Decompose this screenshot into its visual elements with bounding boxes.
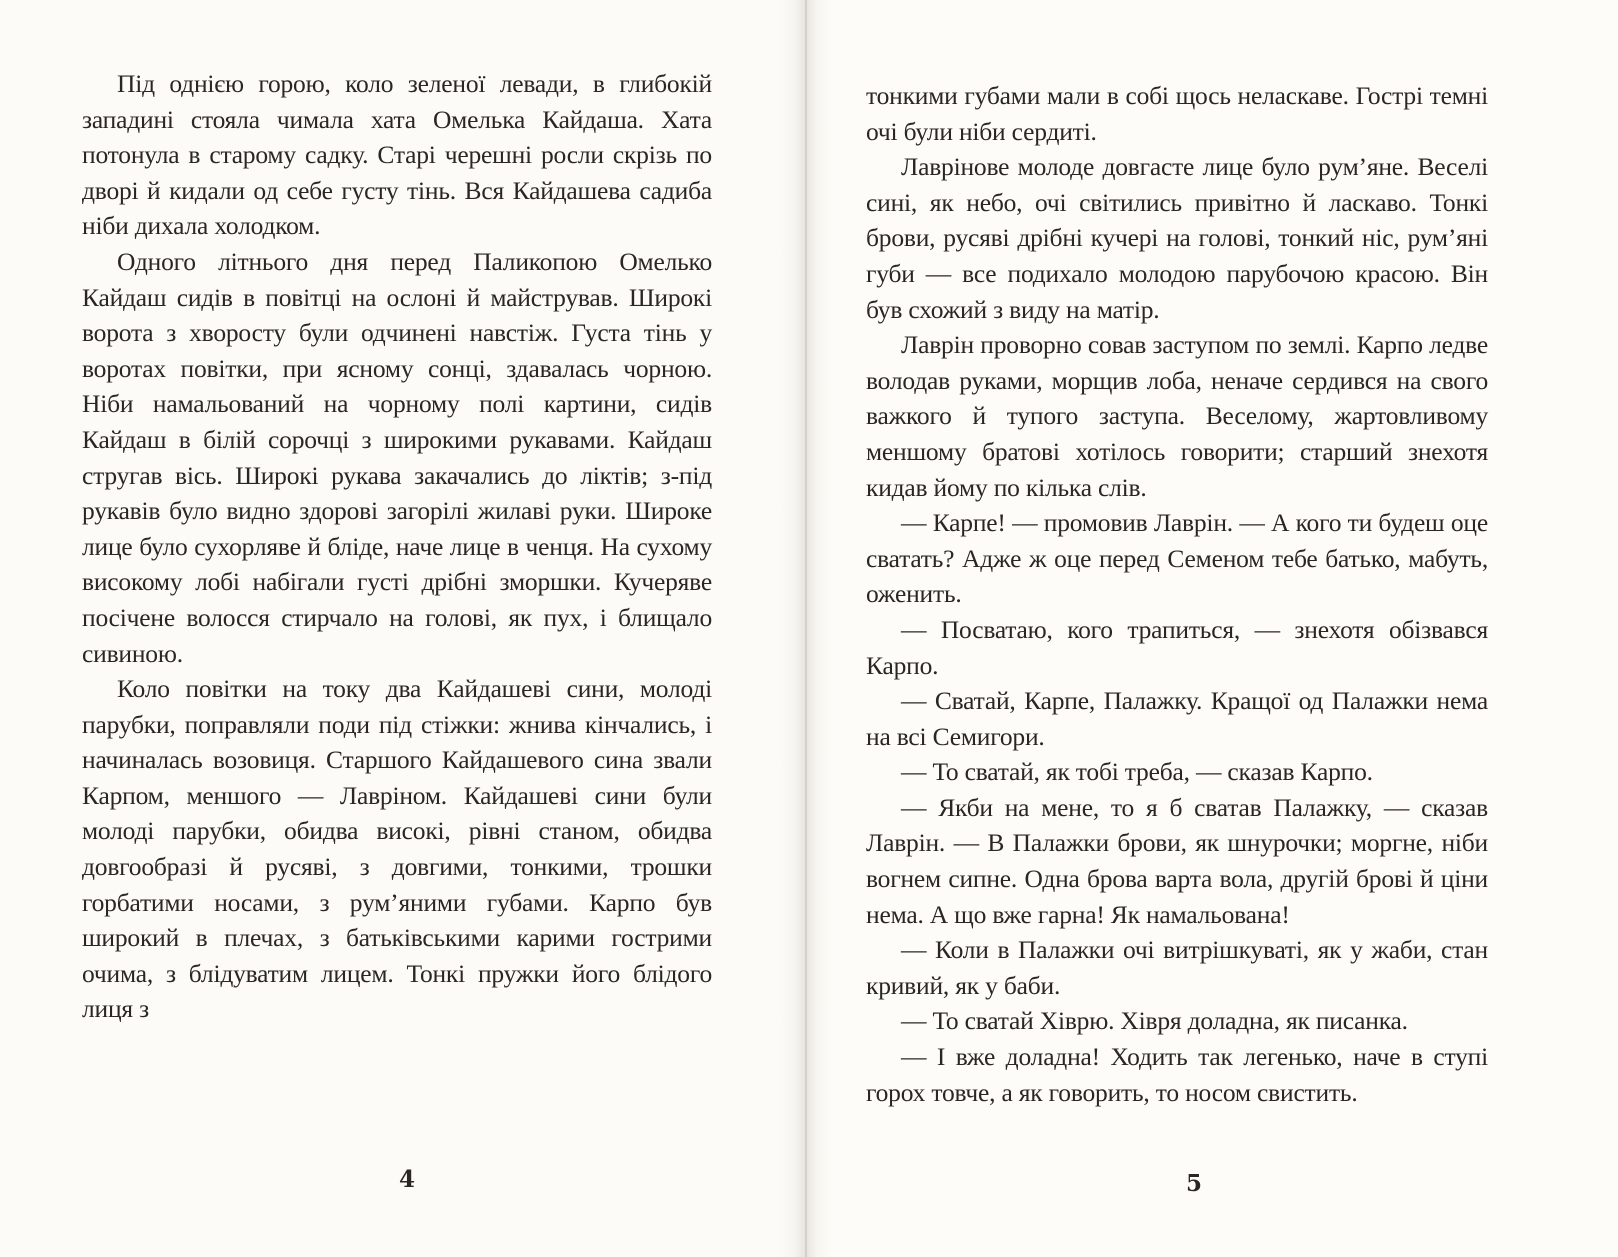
dialogue-line: — Якби на мене, то я б сватав Палажку, — сказав Лаврін. — В Палажки брови, як шнурочки; моргне, ніби вогнем сипне. Одна брова варта вола, другій брові й ціни нема. А що вже гарна! Як намальована! <box>866 792 1488 929</box>
dialogue-line: — Посватаю, кого трапиться, — знехотя обізвався Карпо. <box>866 614 1488 680</box>
page-number: 4 <box>399 1166 416 1193</box>
left-page <box>0 0 806 1257</box>
page-number: 5 <box>1186 1170 1203 1197</box>
dialogue-line: — І вже доладна! Ходить так легенько, наче в ступі горох товче, а як говорить, то носом свистить. <box>866 1042 1488 1107</box>
paragraph: Під однією горою, коло зеленої левади, в глибокій западині стояла чимала хата Омелька Кайдаша. Хата потонула в старому садку. Старі черешні росли скрізь по дворі й кидали од себе густу тінь. Вся Кайдашева садиба ніби дихала холодком. <box>82 69 712 241</box>
dialogue-line: — Сватай, Карпе, Палажку. Кращої од Палажки нема на всі Семигори. <box>866 686 1488 751</box>
dialogue-line: — То сватай, як тобі треба, — сказав Карпо. <box>901 757 1373 787</box>
right-page <box>806 0 1618 1257</box>
dialogue-line: — Коли в Палажки очі витрішкуваті, як у жаби, стан кривий, як у баби. <box>866 935 1488 1000</box>
dialogue-line: — Карпе! — промовив Лаврін. — А кого ти будеш оце сватать? Адже ж оце перед Семеном тебе батько, мабуть, оженить. <box>866 508 1488 609</box>
book-spine-fold <box>805 0 807 1257</box>
right-page-text <box>866 78 1488 1110</box>
left-page-text <box>82 66 712 1027</box>
dialogue-line: — То сватай Хіврю. Хівря доладна, як писанка. <box>901 1006 1408 1036</box>
paragraph: Одного літнього дня перед Паликопою Омелько Кайдаш сидів в повітці на ослоні й майстрував. Широкі ворота з хворосту були одчинені навстіж. Густа тінь у воротах повітки, при ясному сонці, здавалась чорною. Ніби намальований на чорному полі картини, сидів Кайдаш в білій сорочці з широкими рукавами. Кайдаш стругав вісь. Широкі рукава закачались до ліктів; з-під рукавів було видно здорові загорілі жилаві руки. Широке лице було сухорляве й бліде, наче лице в ченця. На сухому високому лобі набігали густі дрібні зморшки. Кучеряве посічене волосся стирчало на голові, як пух, і блищало сивиною. <box>82 246 712 668</box>
paragraph-continued: тонкими губами мали в собі щось неласкаве. Гострі темні очі були ніби сердиті. <box>866 81 1488 146</box>
paragraph: Коло повітки на току два Кайдашеві сини, молоді парубки, поправляли поди під стіжки: жнива кінчались, і начиналась возовиця. Старшого Кайдашевого сина звали Карпом, меншого — Лавріном. Кайдашеві сини були молоді парубки, обидва високі, рівні станом, обидва довгообразі й русяві, з довгими, тонкими, трошки горбатими носами, з рум’яними губами. Карпо був широкий в плечах, з батьківськими карими гострими очима, з блідуватим лицем. Тонкі пружки його блідого лиця з <box>82 674 712 1024</box>
paragraph: Лаврін проворно совав заступом по землі. Карпо ледве володав руками, морщив лоба, неначе сердився на свого важкого й тупого заступа. Веселому, жартовливому меншому братові хотілось говорити; старший знехотя кидав йому по кілька слів. <box>866 330 1488 502</box>
paragraph: Лаврінове молоде довгасте лице було рум’яне. Веселі сині, як небо, очі світились привітно й ласкаво. Тонкі брови, русяві дрібні кучері на голові, тонкий ніс, рум’яні губи — все подихало молодою парубочою красою. Він був схожий з виду на матір. <box>866 152 1488 324</box>
